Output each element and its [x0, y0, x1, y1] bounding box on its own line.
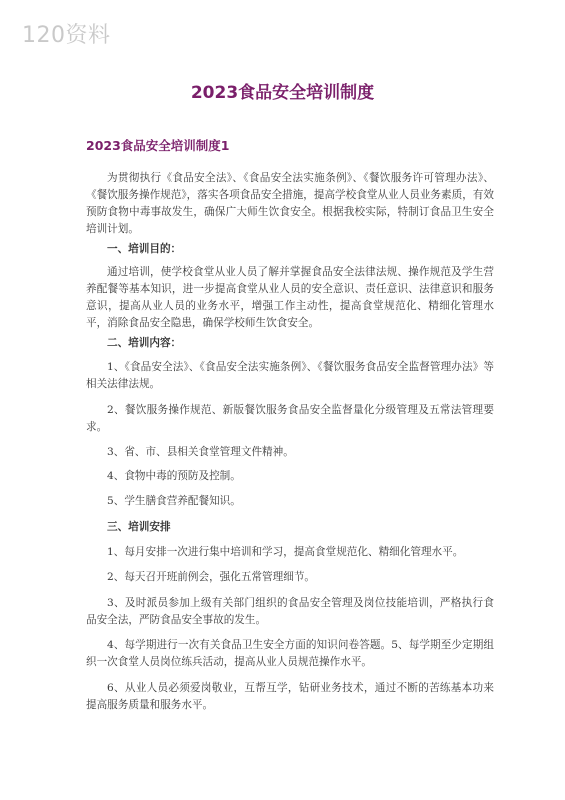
content-item-5: 5、学生膳食营养配餐知识。 [107, 495, 241, 507]
heading-arrangement: 三、培训安排 [107, 521, 171, 533]
content-item-4: 4、食物中毒的预防及控制。 [107, 470, 241, 482]
arrangement-item-1: 1、每月安排一次进行集中培训和学习，提高食堂规范化、精细化管理水平。 [107, 546, 464, 558]
document-title: 2023食品安全培训制度 [190, 83, 375, 103]
intro-paragraph: 为贯彻执行《食品安全法》、《食品安全法实施条例》、《餐饮服务许可管理办法》、《餐饮服务操作规范》，落实各项食品安全措施，提高学校食堂从业人员业务素质，有效预防食物中毒事故发生，确保广大师生饮食安全。根据我校实际，特制订食品卫生安全培训计划。 [86, 172, 494, 235]
content-item-1: 1、《食品安全法》、《食品安全法实施条例》、《餐饮服务食品安全监督管理办法》等相关法律法规。 [86, 361, 494, 390]
goal-paragraph: 通过培训，使学校食堂从业人员了解并掌握食品安全法律法规、操作规范及学生营养配餐等基本知识，进一步提高食堂从业人员的安全意识、责任意识、法律意识和服务意识，提高从业人员的业务水平，增强工作主动性，提高食堂规范化、精细化管理水平，消除食品安全隐患，确保学校师生饮食安全。 [86, 266, 494, 329]
arrangement-item-4: 4、每学期进行一次有关食品卫生安全方面的知识问卷答题。5、每学期至少定期组织一次食堂人员岗位练兵活动，提高从业人员规范操作水平。 [86, 639, 494, 668]
heading-content: 二、培训内容： [107, 337, 182, 349]
watermark-logo: 120资料 [22, 23, 111, 48]
arrangement-item-2: 2、每天召开班前例会，强化五常管理细节。 [107, 571, 316, 583]
section-title: 2023食品安全培训制度1 [86, 138, 230, 153]
content-item-2: 2、餐饮服务操作规范、新版餐饮服务食品安全监督量化分级管理及五常法管理要求。 [86, 404, 494, 433]
arrangement-item-6: 6、从业人员必须爱岗敬业，互帮互学，钻研业务技术，通过不断的苦练基本功来提高服务质量和服务水平。 [86, 682, 494, 711]
heading-goal: 一、培训目的： [107, 243, 182, 255]
content-item-3: 3、省、市、县相关食堂管理文件精神。 [107, 446, 294, 458]
arrangement-item-3: 3、及时派员参加上级有关部门组织的食品安全管理及岗位技能培训，严格执行食品安全法，严防食品安全事故的发生。 [86, 597, 494, 626]
